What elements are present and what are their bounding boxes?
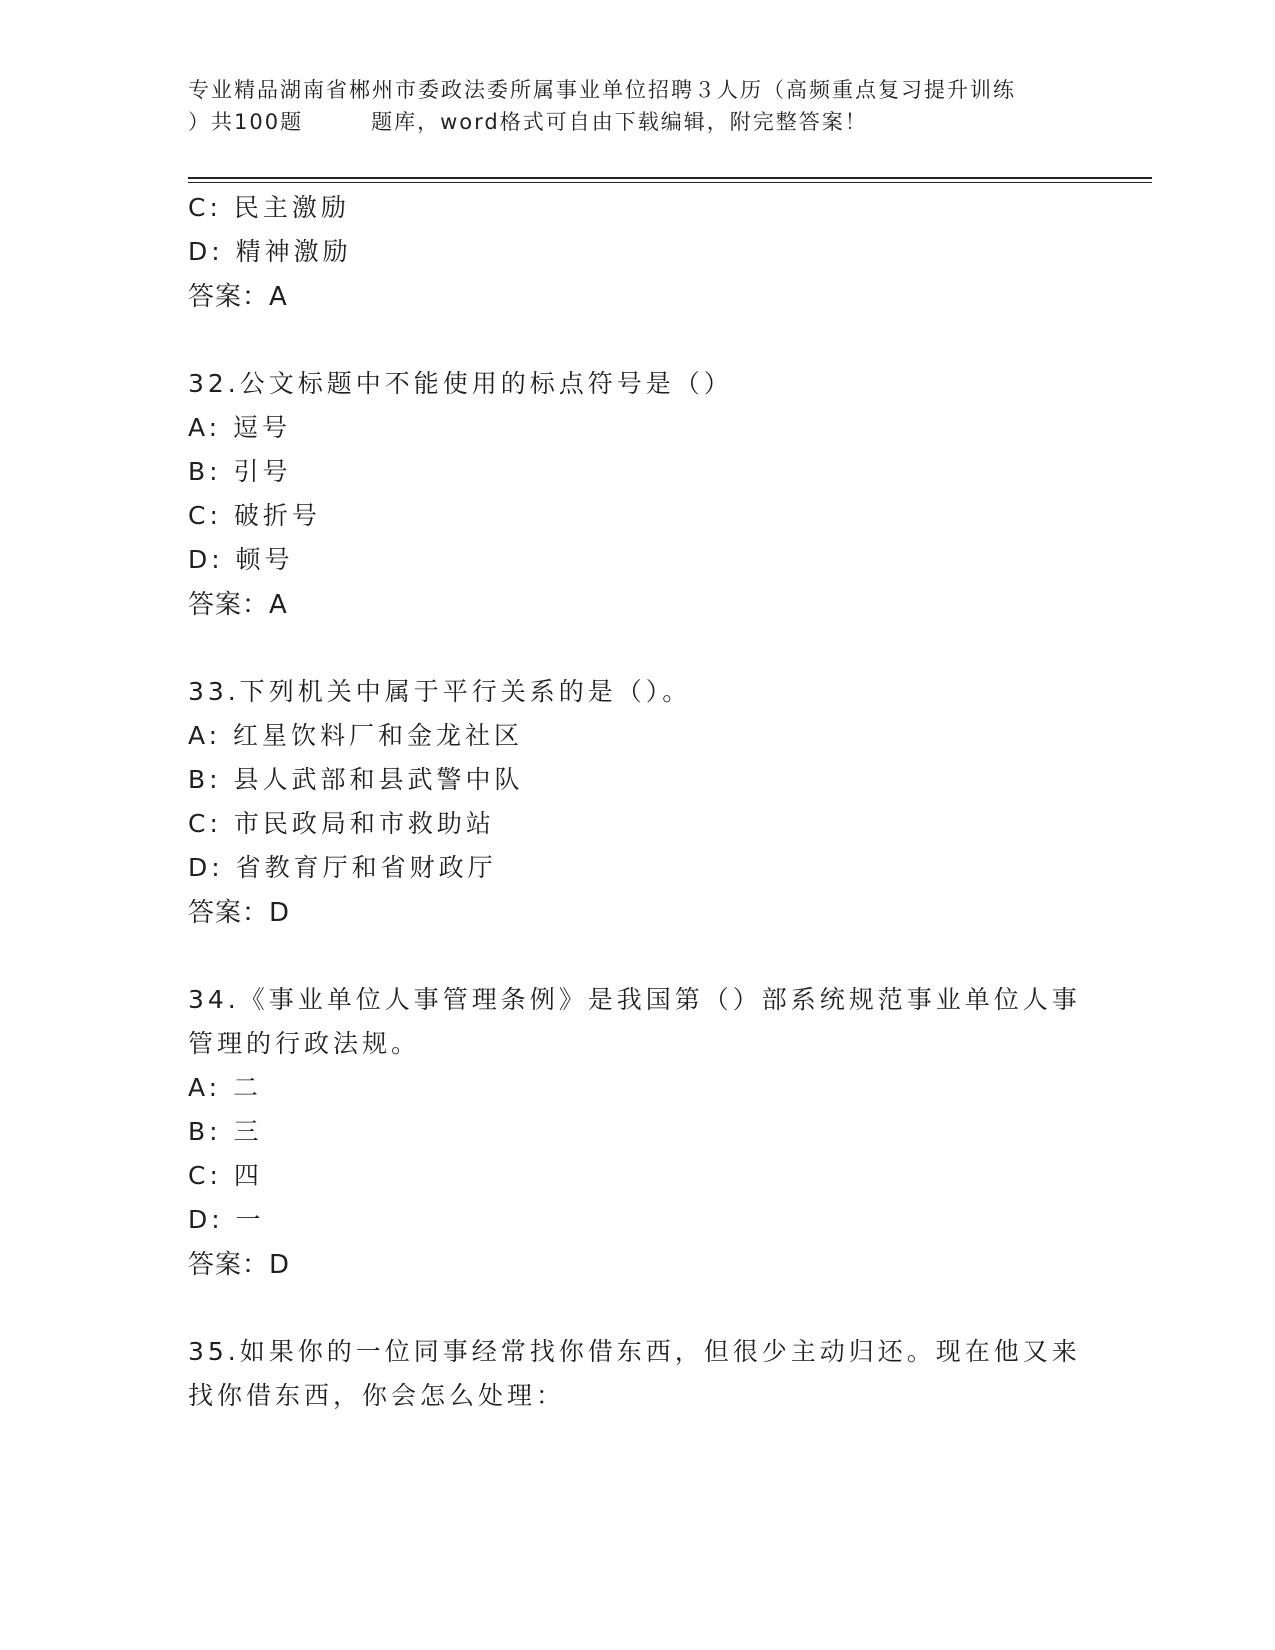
header-line-2b: 题库，word格式可自由下载编辑，附完整答案！ (371, 110, 868, 134)
answer-line: 答案：D (188, 898, 291, 928)
option-line: D: 精神激励 (188, 237, 352, 266)
answer-line: 答案：A (188, 590, 288, 620)
option-line: D: 省教育厅和省财政厅 (188, 853, 497, 882)
answer-line: 答案：A (188, 282, 288, 312)
option-line: C: 民主激励 (188, 193, 350, 222)
option-line: A: 逗号 (188, 413, 292, 442)
question-stem: 32.公文标题中不能使用的标点符号是（） (188, 369, 733, 398)
question-stem: 34.《事业单位人事管理条例》是我国第（）部系统规范事业单位人事 (188, 985, 1081, 1014)
question-stem: 33.下列机关中属于平行关系的是（）。 (188, 677, 692, 706)
question-stem: 35.如果你的一位同事经常找你借东西，但很少主动归还。现在他又来 (188, 1337, 1081, 1366)
option-line: B: 引号 (188, 457, 292, 486)
header-line-1: 专业精品湖南省郴州市委政法委所属事业单位招聘３人历（高频重点复习提升训练 (188, 78, 1016, 102)
option-line: D: 一 (188, 1205, 265, 1234)
option-line: B: 县人武部和县武警中队 (188, 765, 524, 794)
option-line: A: 二 (188, 1073, 263, 1102)
option-line: C: 破折号 (188, 501, 321, 530)
option-line: B: 三 (188, 1117, 263, 1146)
question-stem-cont: 找你借东西，你会怎么处理： (188, 1381, 566, 1410)
header-line-2a: ）共100题 (188, 110, 304, 134)
option-line: A: 红星饮料厂和金龙社区 (188, 721, 524, 750)
option-line: C: 四 (188, 1161, 263, 1190)
option-line: C: 市民政局和市救助站 (188, 809, 495, 838)
answer-line: 答案：D (188, 1250, 291, 1280)
header-divider (188, 177, 1152, 179)
page-header (188, 74, 1088, 138)
question-stem-cont: 管理的行政法规。 (188, 1029, 421, 1058)
header-line-2 (188, 106, 1088, 138)
header-divider-thin (188, 182, 1152, 183)
option-line: D: 顿号 (188, 545, 294, 574)
